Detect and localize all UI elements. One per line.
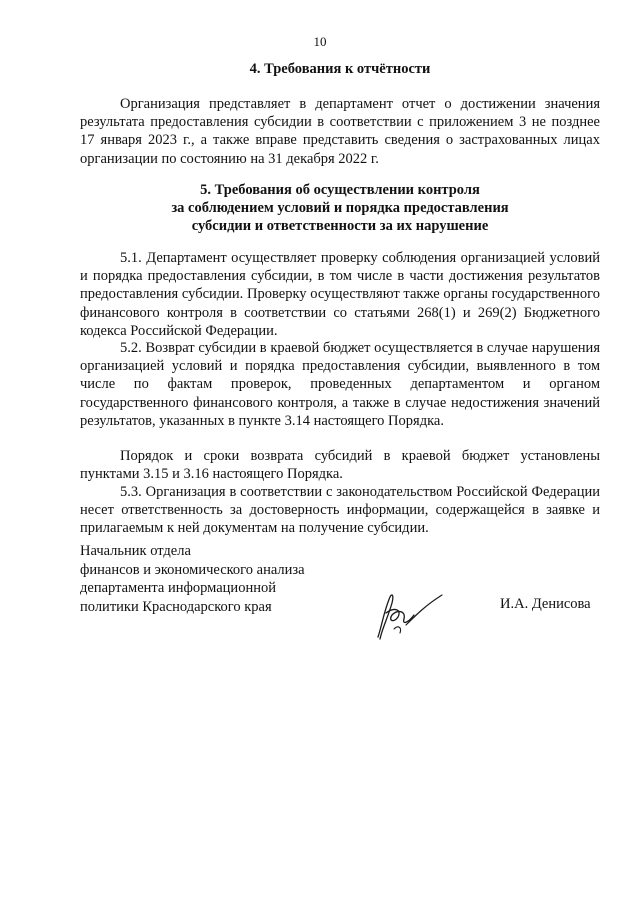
signatory-title bbox=[80, 542, 305, 616]
paragraph-5-2: 5.2. Возврат субсидии в краевой бюджет осуществляется в случае нарушения организацией условий и порядка предоставления субсидии, выявленного в том числе по фактам проверок, проведенных департаментом и органом государственного финансового контроля, а также в случае недостижения значений результатов, указанных в пункте 3.14 настоящего Порядка. bbox=[80, 340, 600, 429]
section-5-heading bbox=[80, 181, 600, 235]
paragraph-5-1: 5.1. Департамент осуществляет проверку соблюдения организацией условий и порядка предоставления субсидии, в том числе в части достижения результатов предоставления субсидии. Проверку осуществляют также органы государственного финансового контроля в соответствии со статьями 268(1) и 269(2) Бюджетного кодекса Российской Федерации. bbox=[80, 250, 600, 339]
signatory-title-line: политики Краснодарского края bbox=[80, 598, 272, 615]
signatory-title-line: департамента информационной bbox=[80, 580, 276, 596]
paragraph-5-3: 5.3. Организация в соответствии с законодательством Российской Федерации несет ответственность за достоверность информации, содержащейся в заявке и прилагаемым к ней документам на получение субсидии. bbox=[80, 484, 600, 537]
page-number: 10 bbox=[313, 34, 327, 49]
section-4-paragraph: Организация представляет в департамент отчет о достижении значения результата предоставления субсидии в соответствии с приложением 3 не позднее 17 января 2023 г., а также вправе представить сведения о застрахованных лицах организации по состоянию на 31 декабря 2022 г. bbox=[80, 96, 600, 167]
section-5-heading-line: субсидии и ответственности за их нарушение bbox=[191, 218, 489, 234]
section-5-heading-line: 5. Требования об осуществлении контроля bbox=[200, 182, 480, 198]
signatory-name: И.А. Денисова bbox=[500, 596, 591, 612]
paragraph-return-order: Порядок и сроки возврата субсидий в краевой бюджет установлены пунктами 3.15 и 3.16 настоящего Порядка. bbox=[80, 448, 600, 483]
signatory-title-line: Начальник отдела bbox=[80, 543, 191, 559]
handwritten-signature bbox=[368, 585, 448, 643]
section-5-heading-line: за соблюдением условий и порядка предоставления bbox=[171, 200, 509, 216]
section-4-heading: 4. Требования к отчётности bbox=[249, 61, 431, 77]
signatory-title-line: финансов и экономического анализа bbox=[80, 561, 305, 578]
